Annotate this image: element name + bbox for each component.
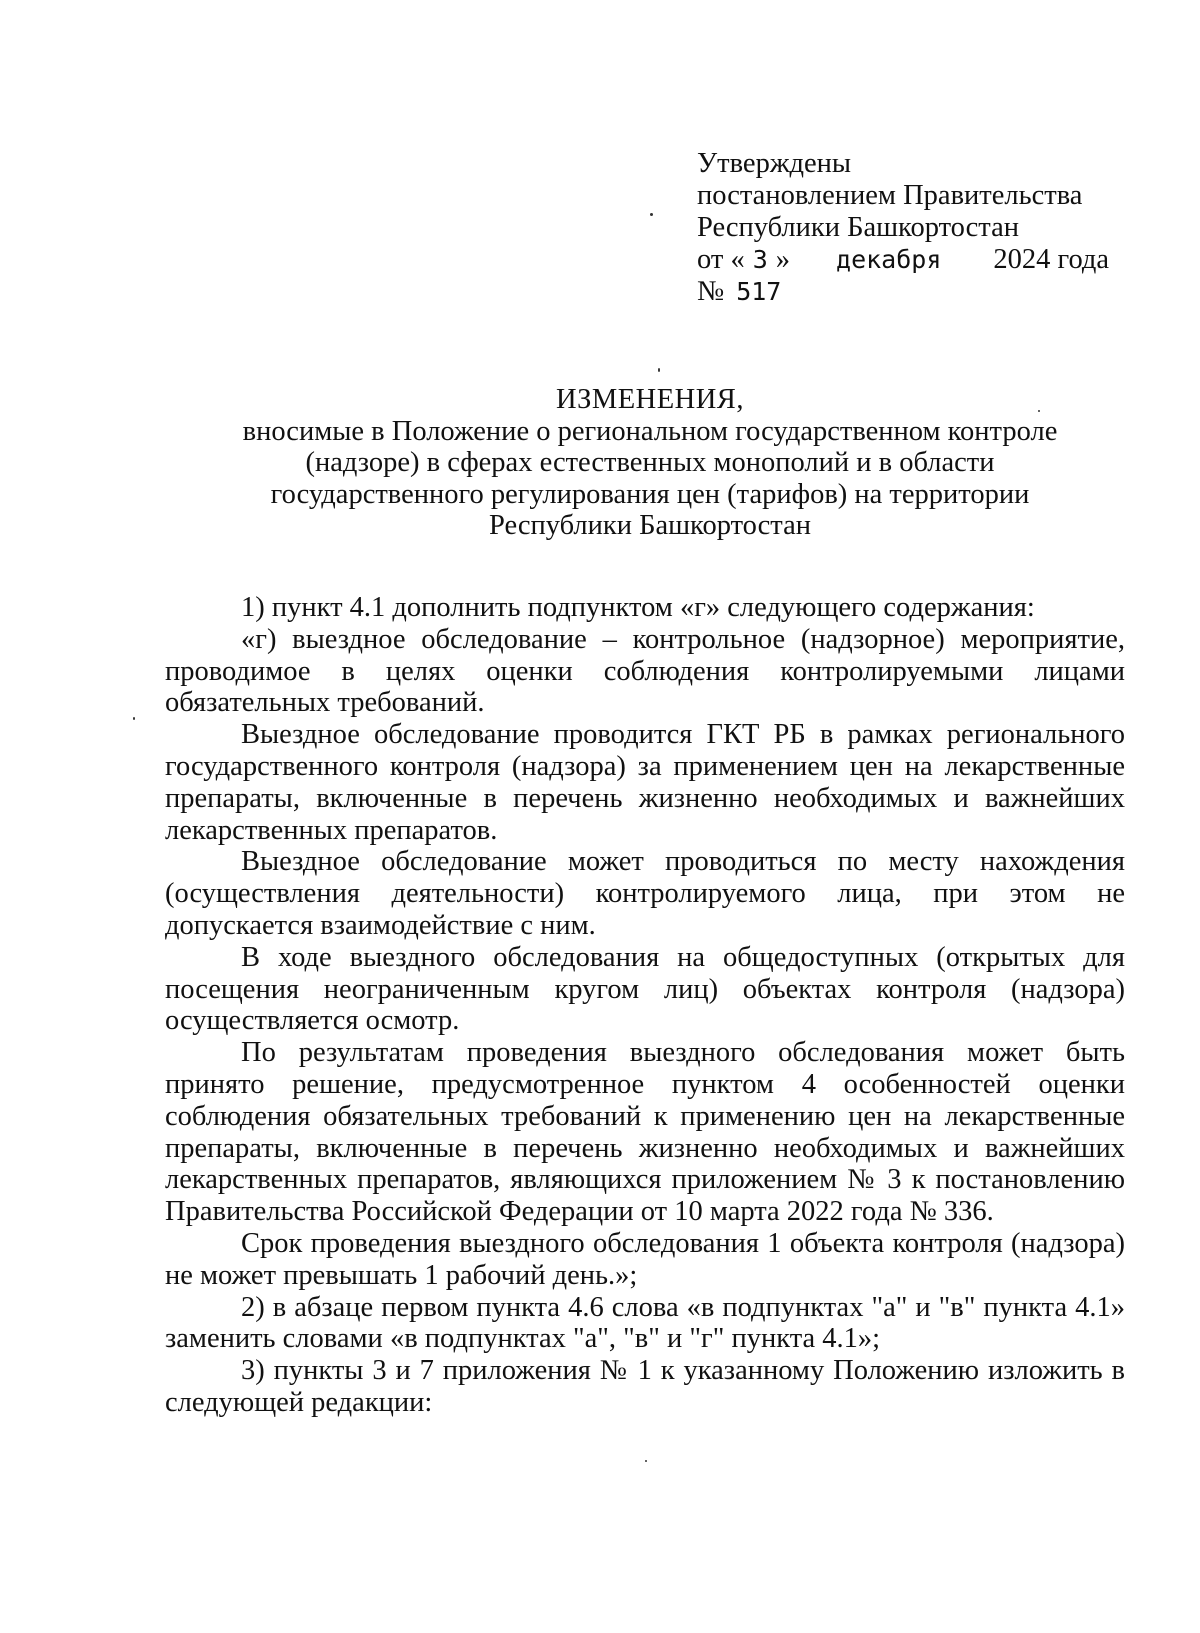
paragraph: Срок проведения выездного обследования 1 объекта контроля (надзора) не может превышать 1 рабочий день.»; [165, 1227, 1125, 1291]
date-close: » [775, 244, 791, 275]
scan-speck [133, 717, 135, 720]
scan-speck [645, 1460, 647, 1462]
title-line: Республики Башкортостан [489, 510, 811, 541]
date-day: 3 [752, 245, 768, 274]
paragraph: Выездное обследование проводится ГКТ РБ в рамках регионального государственного контроля (надзора) за применением цен на лекарственные препараты, включенные в перечень жизненно необходимых и важнейших лекарственных препаратов. [165, 719, 1125, 846]
approval-line: Республики Башкортостан [697, 212, 1019, 243]
approval-date [697, 244, 1137, 276]
title-heading: ИЗМЕНЕНИЯ, [556, 384, 744, 415]
paragraph: Выездное обследование может проводиться по месту нахождения (осуществления деятельности) контролируемого лица, при этом не допускается взаимодействие с ним. [165, 846, 1125, 941]
title-line: государственного регулирования цен (тарифов) на территории [270, 478, 1030, 510]
paragraph: По результатам проведения выездного обследования может быть принято решение, предусмотренное пунктом 4 особенностей оценки соблюдения обязательных требований к применению цен на лекарственные препараты, включенные в перечень жизненно необходимых и важнейших лекарственных препаратов, являющихся приложением № 3 к постановлению Правительства Российской Федерации от 10 марта 2022 года № 336. [165, 1037, 1125, 1228]
approval-number [697, 276, 1137, 308]
paragraph: В ходе выездного обследования на общедоступных (открытых для посещения неограниченным кругом лиц) объектах контроля (надзора) осуществляется осмотр. [165, 941, 1125, 1037]
title-line: (надзоре) в сферах естественных монополий и в области [305, 447, 995, 478]
paragraph: 1) пункт 4.1 дополнить подпунктом «г» следующего содержания: [241, 592, 1035, 623]
paragraph: 2) в абзаце первом пункта 4.6 слова «в подпунктах "а" и "в" пункта 4.1» заменить словами «в подпунктах "а", "в" и "г" пункта 4.1»; [165, 1291, 1125, 1355]
scan-speck [650, 213, 653, 216]
paragraph: 3) пункты 3 и 7 приложения № 1 к указанному Положению изложить в следующей редакции: [165, 1355, 1125, 1418]
scan-speck [658, 368, 660, 372]
title-line: вносимые в Положение о региональном государственном контроле [242, 415, 1058, 447]
document-title [165, 384, 1135, 542]
document-body [165, 592, 1125, 1419]
approval-line: Утверждены [697, 148, 852, 179]
number-value: 517 [736, 277, 782, 306]
date-month: декабря [836, 245, 942, 274]
scan-speck [1038, 410, 1040, 412]
approval-stamp [697, 148, 1137, 308]
date-year: 2024 года [993, 244, 1110, 275]
number-sign: № [697, 276, 725, 307]
date-prefix: от « [697, 244, 745, 275]
paragraph: «г) выездное обследование – контрольное (надзорное) мероприятие, проводимое в целях оценки соблюдения контролируемыми лицами обязательных требований. [165, 623, 1125, 719]
approval-line: постановлением Правительства [697, 180, 1083, 211]
